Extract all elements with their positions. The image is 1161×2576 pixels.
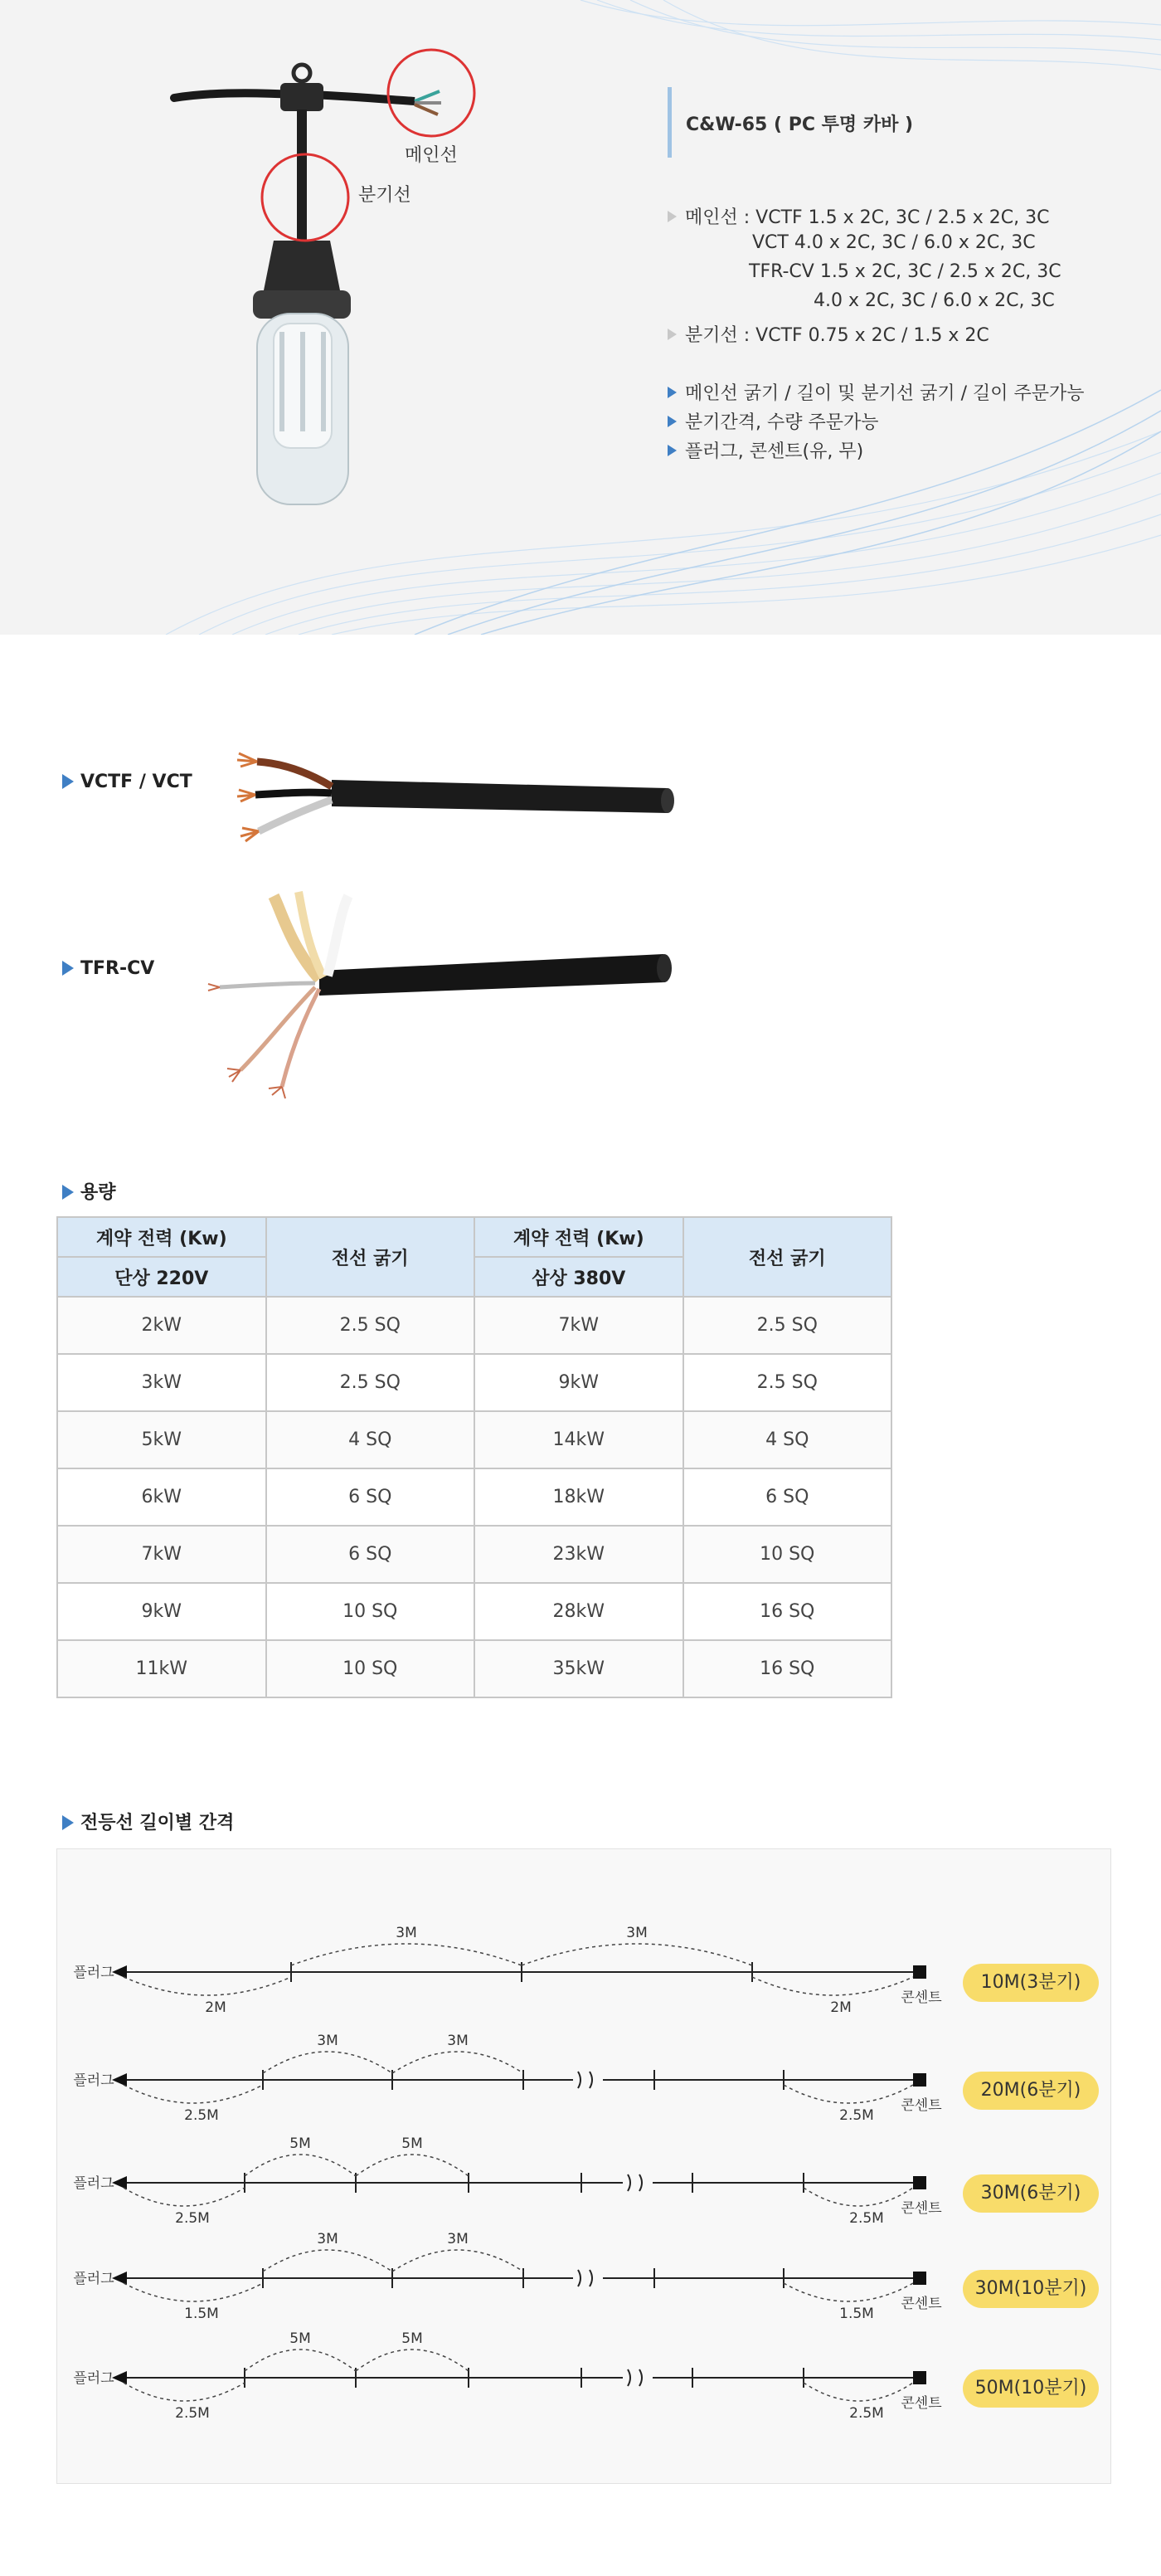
table-cell: 3kW: [57, 1354, 266, 1411]
plug-arrow-icon: [112, 1965, 127, 1979]
table-row: [57, 1468, 891, 1526]
outlet-square-icon: [913, 2176, 926, 2189]
spec-line: 4.0 x 2C, 3C / 6.0 x 2C, 3C: [814, 290, 1055, 311]
cable-label-vctf: VCTF / VCT: [62, 772, 192, 792]
table-cell: 7kW: [474, 1297, 683, 1354]
bullet-icon: [62, 1185, 74, 1200]
length-badge: 50M(10분기): [963, 2369, 1099, 2408]
spacing-label-top: 3M: [317, 2231, 338, 2247]
table-cell: 6 SQ: [266, 1526, 474, 1583]
table-cell: 18kW: [474, 1468, 683, 1526]
cable-label-tfr: TFR-CV: [62, 958, 154, 979]
table-cell: 7kW: [57, 1526, 266, 1583]
table-cell: 2kW: [57, 1297, 266, 1354]
spacing-arc: [263, 2052, 392, 2073]
header-wire-size-single: 전선 굵기: [266, 1217, 474, 1297]
spacing-label-top: 5M: [289, 2330, 311, 2347]
spacing-label-end: 2M: [830, 1999, 852, 2016]
end-arc: [124, 2283, 263, 2301]
header-contract-power-three: 계약 전력 (Kw): [474, 1217, 683, 1257]
length-badge: 30M(10분기): [963, 2270, 1099, 2308]
table-row: [57, 1583, 891, 1640]
spacing-label-end: 1.5M: [839, 2306, 874, 2322]
header-contract-power-single: 계약 전력 (Kw): [57, 1217, 266, 1257]
spacing-arc: [245, 2350, 356, 2371]
hero-section: [0, 0, 1161, 635]
callout-main-label: 메인선: [405, 145, 458, 166]
spacing-arc: [356, 2350, 469, 2371]
spec-line: TFR-CV 1.5 x 2C, 3C / 2.5 x 2C, 3C: [749, 261, 1061, 282]
spacing-label-end: 2.5M: [849, 2210, 884, 2227]
outlet-square-icon: [913, 1965, 926, 1979]
table-cell: 10 SQ: [266, 1583, 474, 1640]
spacing-arc: [392, 2250, 523, 2272]
spacing-arc: [522, 1944, 752, 1965]
table-cell: 16 SQ: [683, 1640, 891, 1697]
spacing-label-end: 2.5M: [175, 2210, 210, 2227]
outlet-label: 콘센트: [901, 2097, 942, 2114]
table-cell: 6 SQ: [683, 1468, 891, 1526]
spec-line: 메인선 : VCTF 1.5 x 2C, 3C / 2.5 x 2C, 3C: [668, 203, 1049, 229]
spacing-diagram-svg: [57, 1849, 1112, 2485]
table-cell: 6 SQ: [266, 1468, 474, 1526]
table-cell: 11kW: [57, 1640, 266, 1697]
spacing-label-top: 5M: [401, 2330, 423, 2347]
spacing-label-top: 3M: [396, 1925, 417, 1941]
spacing-label-end: 2.5M: [849, 2405, 884, 2422]
table-cell: 6kW: [57, 1468, 266, 1526]
break-icon: [628, 2369, 642, 2386]
bullet-icon: [668, 329, 677, 340]
callout-branch-label: 분기선: [358, 185, 411, 206]
end-arc: [804, 2383, 913, 2401]
table-cell: 28kW: [474, 1583, 683, 1640]
table-cell: 5kW: [57, 1411, 266, 1468]
bullet-icon: [668, 211, 677, 222]
end-arc: [124, 1977, 291, 1995]
break-icon: [578, 2270, 592, 2286]
outlet-label: 콘센트: [901, 2296, 942, 2312]
title-accent-bar: [668, 87, 672, 158]
product-title: C&W-65 ( PC 투명 카바 ): [686, 114, 914, 135]
bullet-icon: [62, 961, 74, 976]
spacing-label-top: 3M: [626, 1925, 648, 1941]
plug-label: 플러그: [73, 1965, 114, 1981]
spacing-diagram: [56, 1848, 1111, 2484]
end-arc: [752, 1977, 913, 1995]
outlet-square-icon: [913, 2073, 926, 2087]
spacing-label-end: 2M: [205, 1999, 226, 2016]
spacing-label-top: 5M: [401, 2135, 423, 2152]
capacity-table: [56, 1216, 892, 1698]
spacing-label-end: 2.5M: [184, 2107, 219, 2124]
plug-arrow-icon: [112, 2176, 127, 2189]
spec-line: VCT 4.0 x 2C, 3C / 6.0 x 2C, 3C: [752, 232, 1036, 253]
table-cell: 2.5 SQ: [683, 1297, 891, 1354]
outlet-square-icon: [913, 2371, 926, 2384]
spacing-label-top: 3M: [447, 2231, 469, 2247]
spacing-label-top: 3M: [447, 2033, 469, 2049]
spacing-arc: [245, 2155, 356, 2176]
table-cell: 2.5 SQ: [266, 1354, 474, 1411]
tfr-cv-cable-image: [191, 879, 680, 1103]
plug-label: 플러그: [73, 2072, 114, 2089]
table-cell: 2.5 SQ: [266, 1297, 474, 1354]
spacing-arc: [356, 2155, 469, 2176]
feature-line: 메인선 굵기 / 길이 및 분기선 굵기 / 길이 주문가능: [668, 379, 1085, 405]
bullet-icon: [668, 387, 677, 398]
table-cell: 14kW: [474, 1411, 683, 1468]
break-icon: [578, 2072, 592, 2088]
spacing-label-end: 2.5M: [175, 2405, 210, 2422]
table-row: [57, 1526, 891, 1583]
spec-line: 분기선 : VCTF 0.75 x 2C / 1.5 x 2C: [668, 321, 989, 347]
end-arc: [124, 2188, 245, 2206]
table-row: [57, 1354, 891, 1411]
feature-line: 플러그, 콘센트(유, 무): [668, 437, 863, 463]
spacing-arc: [291, 1944, 522, 1965]
table-cell: 10 SQ: [683, 1526, 891, 1583]
spacing-label-end: 2.5M: [839, 2107, 874, 2124]
spacing-label-end: 1.5M: [184, 2306, 219, 2322]
end-arc: [124, 2383, 245, 2401]
spacing-arc: [263, 2250, 392, 2272]
length-badge: 30M(6분기): [963, 2174, 1099, 2213]
table-cell: 16 SQ: [683, 1583, 891, 1640]
end-arc: [804, 2188, 913, 2206]
feature-line: 분기간격, 수량 주문가능: [668, 408, 879, 434]
table-cell: 4 SQ: [683, 1411, 891, 1468]
bullet-icon: [62, 1815, 74, 1830]
bullet-icon: [62, 774, 74, 789]
spacing-label-top: 3M: [317, 2033, 338, 2049]
table-row: [57, 1297, 891, 1354]
capacity-section-title: 용량: [62, 1178, 116, 1204]
table-row: [57, 1640, 891, 1697]
break-icon: [628, 2174, 642, 2191]
spacing-section-title: 전등선 길이별 간격: [62, 1809, 234, 1834]
spacing-arc: [392, 2052, 523, 2073]
header-wire-size-three: 전선 굵기: [683, 1217, 891, 1297]
table-cell: 2.5 SQ: [683, 1354, 891, 1411]
bullet-icon: [668, 445, 677, 456]
plug-arrow-icon: [112, 2073, 127, 2087]
table-cell: 9kW: [57, 1583, 266, 1640]
outlet-square-icon: [913, 2272, 926, 2285]
length-badge: 20M(6분기): [963, 2072, 1099, 2110]
header-three-phase: 삼상 380V: [474, 1257, 683, 1297]
end-arc: [784, 2283, 913, 2301]
end-arc: [124, 2085, 263, 2103]
plug-label: 플러그: [73, 2370, 114, 2387]
table-cell: 35kW: [474, 1640, 683, 1697]
spacing-label-top: 5M: [289, 2135, 311, 2152]
length-badge: 10M(3분기): [963, 1964, 1099, 2002]
vctf-cable-image: [216, 730, 680, 855]
table-cell: 4 SQ: [266, 1411, 474, 1468]
plug-arrow-icon: [112, 2272, 127, 2285]
table-cell: 10 SQ: [266, 1640, 474, 1697]
outlet-label: 콘센트: [901, 1989, 942, 2006]
outlet-label: 콘센트: [901, 2395, 942, 2412]
product-image: [149, 33, 498, 548]
plug-arrow-icon: [112, 2371, 127, 2384]
plug-label: 플러그: [73, 2175, 114, 2192]
table-cell: 9kW: [474, 1354, 683, 1411]
end-arc: [784, 2085, 913, 2103]
bullet-icon: [668, 416, 677, 427]
plug-label: 플러그: [73, 2271, 114, 2287]
table-row: [57, 1411, 891, 1468]
outlet-label: 콘센트: [901, 2200, 942, 2217]
header-single-phase: 단상 220V: [57, 1257, 266, 1297]
table-cell: 23kW: [474, 1526, 683, 1583]
